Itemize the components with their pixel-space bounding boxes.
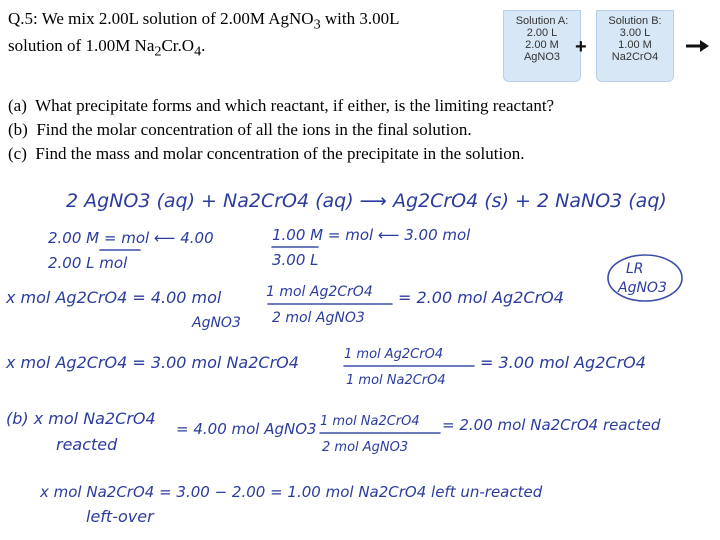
hw-mol-b-2: 3.00 L [272, 251, 319, 269]
hw-calc1-frac-top: 1 mol Ag2CrO4 [266, 284, 373, 300]
hw-b-result: = 2.00 mol Na2CrO4 reacted [442, 416, 661, 434]
hw-calc1-frac-bot: 2 mol AgNO3 [272, 310, 365, 326]
hw-mol-b-1: 1.00 M = mol ⟵ 3.00 mol [272, 226, 471, 244]
hw-left-over: left-over [86, 507, 154, 526]
solution-a-formula: AgNO3 [523, 51, 561, 63]
question-line-1: Q.5: We mix 2.00L solution of 2.00M AgNO$_3$ with 3.00L [8, 9, 400, 33]
question-line-2: solution of 1.00M $Na_2Cr.O_4$. [8, 36, 206, 60]
part-b: (b) Find the molar concentration of all the ions in the final solution. [8, 120, 472, 139]
part-c: (c) Find the mass and molar concentration of the precipitate in the solution. [8, 144, 525, 163]
solution-b-formula: Na2CrO4 [611, 51, 659, 63]
solution-b-title: Solution B: [608, 15, 662, 27]
hw-mol-a-2: 2.00 L mol [48, 254, 128, 272]
plus-sign: + [575, 36, 587, 58]
hw-mol-a-1: 2.00 M = mol ⟵ 4.00 [48, 229, 214, 247]
solution-b-molarity: 1.00 M [618, 39, 652, 51]
hw-calc1-b: AgNO3 [192, 315, 241, 331]
solution-a-volume: 2.00 L [526, 27, 558, 39]
hw-calc1-result: = 2.00 mol Ag2CrO4 [398, 288, 564, 307]
part-a: (a) What precipitate forms and which reactant, if either, is the limiting reactant? [8, 96, 555, 115]
hw-b-line-a: (b) x mol Na2CrO4 [6, 409, 156, 428]
solution-a-molarity: 2.00 M [525, 39, 559, 51]
hw-calc2-result: = 3.00 mol Ag2CrO4 [480, 353, 646, 372]
hw-equation: 2 AgNO3 (aq) + Na2CrO4 (aq) ⟶ Ag2CrO4 (s) + 2 NaNO3 (aq) [66, 190, 667, 212]
hw-calc2-a: x mol Ag2CrO4 = 3.00 mol Na2CrO4 [6, 353, 299, 372]
solution-b-volume: 3.00 L [619, 27, 651, 39]
hw-left-a: x mol Na2CrO4 = 3.00 − 2.00 = 1.00 mol Na2CrO4 left un-reacted [40, 483, 543, 501]
hw-calc2-frac-bot: 1 mol Na2CrO4 [346, 373, 446, 388]
hw-calc1-a: x mol Ag2CrO4 = 4.00 mol [6, 288, 222, 307]
hw-b-reacted: reacted [56, 435, 118, 454]
hw-lr-formula: AgNO3 [618, 280, 667, 296]
hw-calc2-frac-top: 1 mol Ag2CrO4 [344, 347, 444, 362]
hw-b-frac-bot: 2 mol AgNO3 [322, 440, 409, 455]
hw-lr-label: LR [626, 261, 644, 277]
solution-a-title: Solution A: [515, 15, 569, 27]
hw-b-frac-top: 1 mol Na2CrO4 [320, 414, 420, 429]
hw-b-mid: = 4.00 mol AgNO3 [176, 420, 317, 438]
